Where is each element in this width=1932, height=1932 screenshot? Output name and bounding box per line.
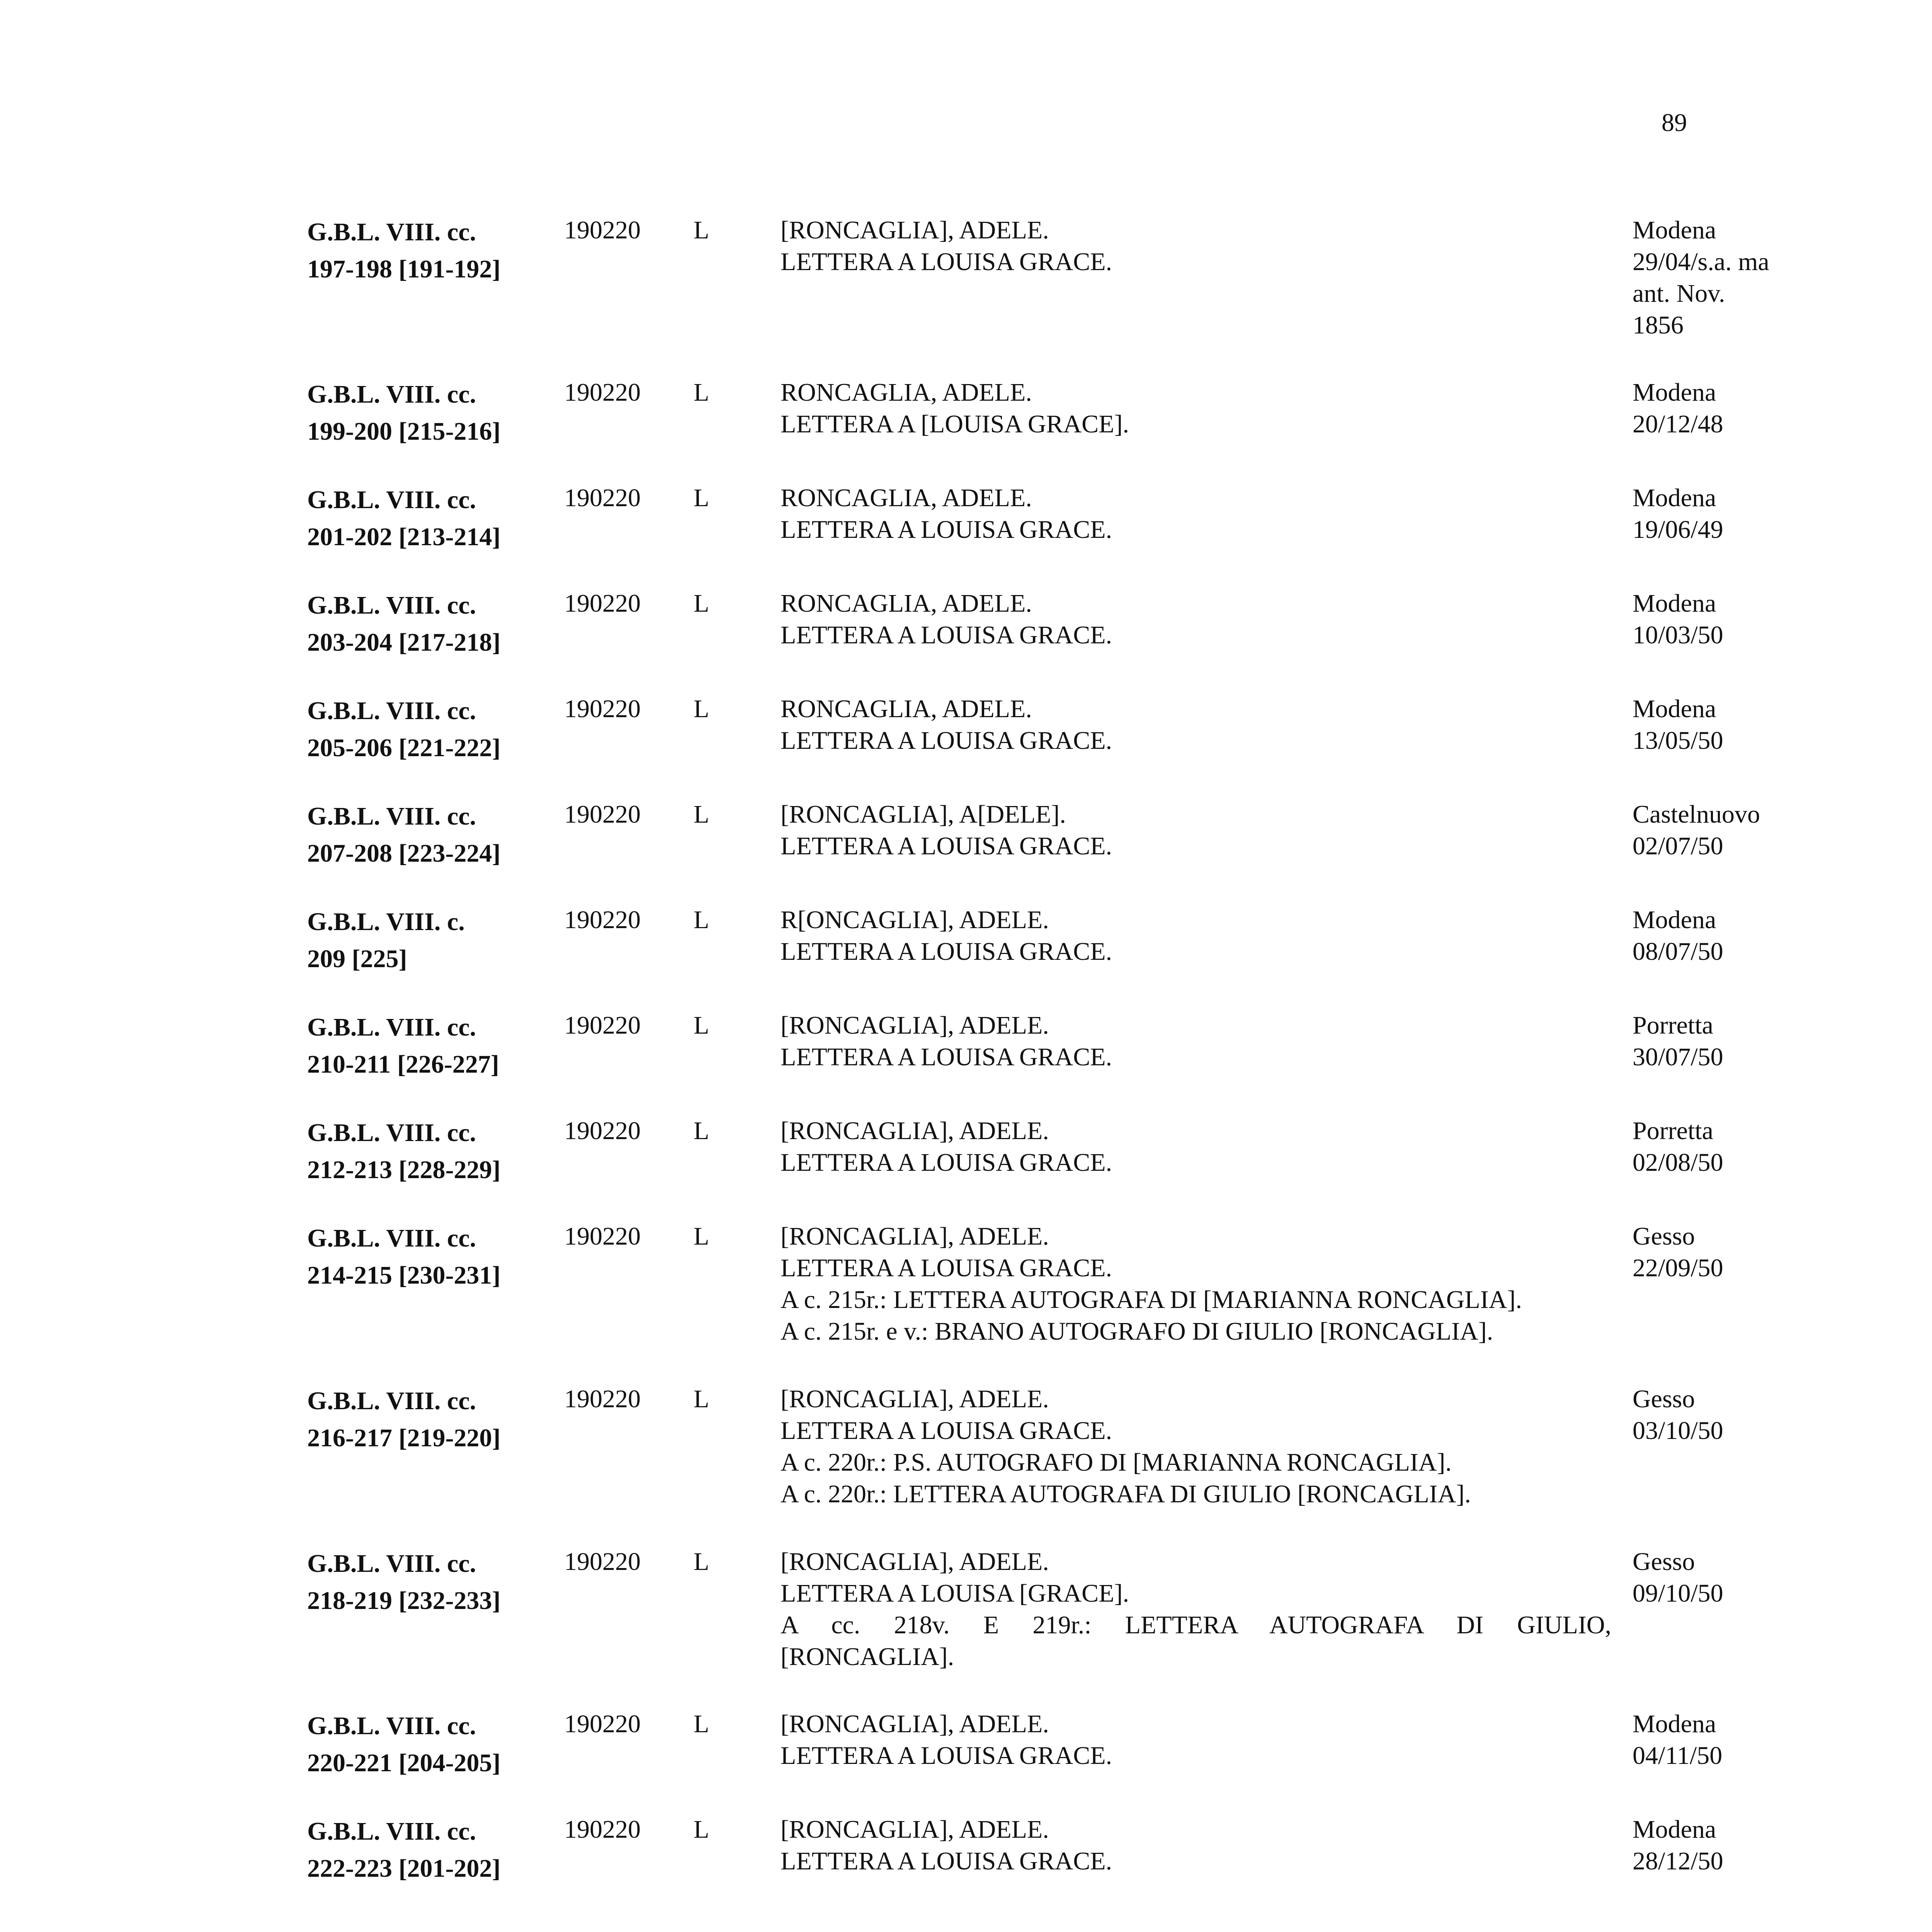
catalog-code: 190220	[564, 1710, 641, 1738]
place-date	[1633, 588, 1799, 651]
shelfmark	[307, 692, 547, 767]
document-type: L	[694, 378, 709, 406]
description-line: A c. 215r. e v.: BRANO AUTOGRAFO DI GIULIO [RONCAGLIA].	[781, 1317, 1493, 1345]
document-type: L	[694, 1548, 709, 1576]
place-date	[1633, 904, 1799, 968]
description-line: RONCAGLIA, ADELE.	[781, 484, 1032, 512]
description-line: RONCAGLIA, ADELE.	[781, 589, 1032, 617]
description-line: LETTERA A LOUISA [GRACE].	[781, 1579, 1129, 1607]
description-line: A cc. 218v. E 219r.: LETTERA AUTOGRAFA DI GIULIO,	[781, 1611, 1611, 1639]
document-type: L	[694, 1710, 709, 1738]
place-date-line: 19/06/49	[1633, 515, 1723, 544]
place-date-line: Modena	[1633, 906, 1716, 934]
place-date	[1633, 214, 1799, 341]
shelfmark-line: G.B.L. VIII. cc.	[307, 697, 476, 725]
place-date-line: Modena	[1633, 695, 1716, 723]
description-line: [RONCAGLIA], ADELE.	[781, 1710, 1049, 1738]
shelfmark-line: 210-211 [226-227]	[307, 1050, 499, 1078]
entry-description	[781, 1010, 1611, 1073]
place-date-line: Modena	[1633, 378, 1716, 406]
shelfmark-line: 201-202 [213-214]	[307, 523, 501, 551]
shelfmark-line: 212-213 [228-229]	[307, 1156, 501, 1184]
place-date-line: Modena	[1633, 589, 1716, 617]
place-date	[1633, 1383, 1799, 1447]
place-date-line: Modena	[1633, 1710, 1716, 1738]
description-line: R[ONCAGLIA], ADELE.	[781, 906, 1049, 934]
description-line: [RONCAGLIA], ADELE.	[781, 1117, 1049, 1145]
entry-description	[781, 904, 1611, 968]
shelfmark	[307, 903, 547, 978]
place-date-line: 30/07/50	[1633, 1043, 1723, 1071]
description-line: LETTERA A LOUISA GRACE.	[781, 621, 1112, 649]
description-line: RONCAGLIA, ADELE.	[781, 378, 1032, 406]
shelfmark	[307, 1114, 547, 1189]
shelfmark	[307, 1009, 547, 1083]
entry-description	[781, 693, 1611, 757]
description-line: [RONCAGLIA], ADELE.	[781, 1815, 1049, 1844]
description-line: RONCAGLIA, ADELE.	[781, 695, 1032, 723]
place-date	[1633, 1115, 1799, 1179]
entry-description	[781, 482, 1611, 546]
description-line: A c. 215r.: LETTERA AUTOGRAFA DI [MARIANNA RONCAGLIA].	[781, 1286, 1522, 1314]
place-date-line: 08/07/50	[1633, 937, 1723, 966]
catalog-code: 190220	[564, 906, 641, 934]
shelfmark-line: 199-200 [215-216]	[307, 417, 501, 446]
entry-description	[781, 377, 1611, 440]
description-line: LETTERA A LOUISA GRACE.	[781, 1043, 1112, 1071]
place-date	[1633, 799, 1799, 862]
description-line: [RONCAGLIA], ADELE.	[781, 1548, 1049, 1576]
place-date-line: Gesso	[1633, 1385, 1695, 1413]
shelfmark-line: G.B.L. VIII. cc.	[307, 802, 476, 830]
document-type: L	[694, 1011, 709, 1039]
entry-description	[781, 1814, 1611, 1877]
place-date	[1633, 1221, 1799, 1284]
catalog-code: 190220	[564, 1815, 641, 1844]
place-date	[1633, 1010, 1799, 1073]
place-date-line: 04/11/50	[1633, 1742, 1723, 1770]
catalog-code: 190220	[564, 1385, 641, 1413]
document-type: L	[694, 1385, 709, 1413]
description-line: [RONCAGLIA], ADELE.	[781, 1011, 1049, 1039]
place-date	[1633, 482, 1799, 546]
shelfmark	[307, 587, 547, 661]
place-date-line: 10/03/50	[1633, 621, 1723, 649]
document-type: L	[694, 1815, 709, 1844]
description-line: [RONCAGLIA], ADELE.	[781, 1222, 1049, 1250]
shelfmark-line: G.B.L. VIII. cc.	[307, 1549, 476, 1578]
catalog-code: 190220	[564, 378, 641, 406]
shelfmark	[307, 1220, 547, 1294]
shelfmark-line: 207-208 [223-224]	[307, 839, 501, 867]
catalog-code: 190220	[564, 216, 641, 244]
shelfmark-line: 222-223 [201-202]	[307, 1854, 501, 1883]
place-date	[1633, 693, 1799, 757]
place-date	[1633, 1814, 1799, 1877]
entry-description	[781, 1221, 1611, 1347]
shelfmark-line: 216-217 [219-220]	[307, 1424, 501, 1452]
shelfmark-line: 214-215 [230-231]	[307, 1261, 501, 1289]
document-type: L	[694, 800, 709, 828]
description-line: LETTERA A LOUISA GRACE.	[781, 1417, 1112, 1445]
document-type: L	[694, 216, 709, 244]
shelfmark-line: G.B.L. VIII. cc.	[307, 1224, 476, 1252]
place-date-line: Gesso	[1633, 1548, 1695, 1576]
place-date-line: Castelnuovo	[1633, 800, 1760, 828]
entry-description	[781, 1383, 1611, 1510]
shelfmark-line: G.B.L. VIII. cc.	[307, 591, 476, 619]
shelfmark-line: G.B.L. VIII. cc.	[307, 218, 476, 246]
shelfmark-line: 205-206 [221-222]	[307, 734, 501, 762]
place-date-line: 13/05/50	[1633, 726, 1723, 755]
description-line: LETTERA A LOUISA GRACE.	[781, 1847, 1112, 1875]
description-line: A c. 220r.: P.S. AUTOGRAFO DI [MARIANNA RONCAGLIA].	[781, 1448, 1452, 1476]
place-date-line: 09/10/50	[1633, 1579, 1723, 1607]
catalog-code: 190220	[564, 1117, 641, 1145]
shelfmark-line: G.B.L. VIII. cc.	[307, 486, 476, 514]
shelfmark-line: 197-198 [191-192]	[307, 255, 501, 283]
description-line: LETTERA A LOUISA GRACE.	[781, 1148, 1112, 1177]
description-line: LETTERA A LOUISA GRACE.	[781, 1742, 1112, 1770]
entry-description	[781, 799, 1611, 862]
place-date-line: Porretta	[1633, 1011, 1713, 1039]
description-line: [RONCAGLIA], A[DELE].	[781, 800, 1066, 828]
shelfmark	[307, 1708, 547, 1782]
place-date-line: 22/09/50	[1633, 1254, 1723, 1282]
catalog-code: 190220	[564, 484, 641, 512]
catalog-code: 190220	[564, 589, 641, 617]
shelfmark-line: 220-221 [204-205]	[307, 1749, 501, 1777]
shelfmark-line: G.B.L. VIII. c.	[307, 908, 465, 936]
document-type: L	[694, 695, 709, 723]
catalog-code: 190220	[564, 1222, 641, 1250]
shelfmark-line: 209 [225]	[307, 945, 407, 973]
description-line: A c. 220r.: LETTERA AUTOGRAFA DI GIULIO [RONCAGLIA].	[781, 1480, 1471, 1508]
place-date-line: ant. Nov.	[1633, 279, 1725, 308]
document-type: L	[694, 906, 709, 934]
shelfmark	[307, 481, 547, 556]
shelfmark-line: G.B.L. VIII. cc.	[307, 1119, 476, 1147]
description-line: LETTERA A LOUISA GRACE.	[781, 832, 1112, 860]
shelfmark-line: G.B.L. VIII. cc.	[307, 1817, 476, 1845]
description-line: LETTERA A [LOUISA GRACE].	[781, 410, 1129, 438]
catalog-code: 190220	[564, 1011, 641, 1039]
catalog-code: 190220	[564, 695, 641, 723]
place-date-line: 02/08/50	[1633, 1148, 1723, 1177]
place-date	[1633, 377, 1799, 440]
shelfmark	[307, 798, 547, 872]
place-date	[1633, 1708, 1799, 1772]
description-line: LETTERA A LOUISA GRACE.	[781, 937, 1112, 966]
place-date-line: Modena	[1633, 1815, 1716, 1844]
entry-description	[781, 214, 1611, 278]
description-line: LETTERA A LOUISA GRACE.	[781, 248, 1112, 276]
place-date-line: 29/04/s.a. ma	[1633, 248, 1769, 276]
place-date-line: Modena	[1633, 216, 1716, 244]
place-date-line: 03/10/50	[1633, 1417, 1723, 1445]
entry-description	[781, 1708, 1611, 1772]
place-date-line: 28/12/50	[1633, 1847, 1723, 1875]
document-type: L	[694, 1117, 709, 1145]
entry-description	[781, 1115, 1611, 1179]
description-line: [RONCAGLIA], ADELE.	[781, 1385, 1049, 1413]
shelfmark	[307, 376, 547, 450]
description-line: LETTERA A LOUISA GRACE.	[781, 726, 1112, 755]
place-date-line: Gesso	[1633, 1222, 1695, 1250]
entry-description	[781, 1546, 1611, 1673]
shelfmark-line: 218-219 [232-233]	[307, 1587, 501, 1615]
catalog-code: 190220	[564, 800, 641, 828]
place-date	[1633, 1546, 1799, 1609]
shelfmark-line: G.B.L. VIII. cc.	[307, 1013, 476, 1041]
catalog-code: 190220	[564, 1548, 641, 1576]
shelfmark	[307, 1383, 547, 1457]
shelfmark-line: 203-204 [217-218]	[307, 628, 501, 656]
place-date-line: 20/12/48	[1633, 410, 1723, 438]
shelfmark	[307, 1813, 547, 1887]
description-line: [RONCAGLIA].	[781, 1643, 954, 1671]
shelfmark	[307, 1545, 547, 1619]
shelfmark-line: G.B.L. VIII. cc.	[307, 1387, 476, 1415]
document-type: L	[694, 484, 709, 512]
shelfmark-line: G.B.L. VIII. cc.	[307, 1712, 476, 1740]
description-line: LETTERA A LOUISA GRACE.	[781, 1254, 1112, 1282]
entry-description	[781, 588, 1611, 651]
place-date-line: 1856	[1633, 311, 1684, 339]
page-number: 89	[1662, 109, 1687, 137]
place-date-line: Modena	[1633, 484, 1716, 512]
place-date-line: 02/07/50	[1633, 832, 1723, 860]
description-line: [RONCAGLIA], ADELE.	[781, 216, 1049, 244]
place-date-line: Porretta	[1633, 1117, 1713, 1145]
shelfmark-line: G.B.L. VIII. cc.	[307, 380, 476, 408]
description-line: LETTERA A LOUISA GRACE.	[781, 515, 1112, 544]
document-type: L	[694, 1222, 709, 1250]
shelfmark	[307, 214, 547, 288]
document-type: L	[694, 589, 709, 617]
